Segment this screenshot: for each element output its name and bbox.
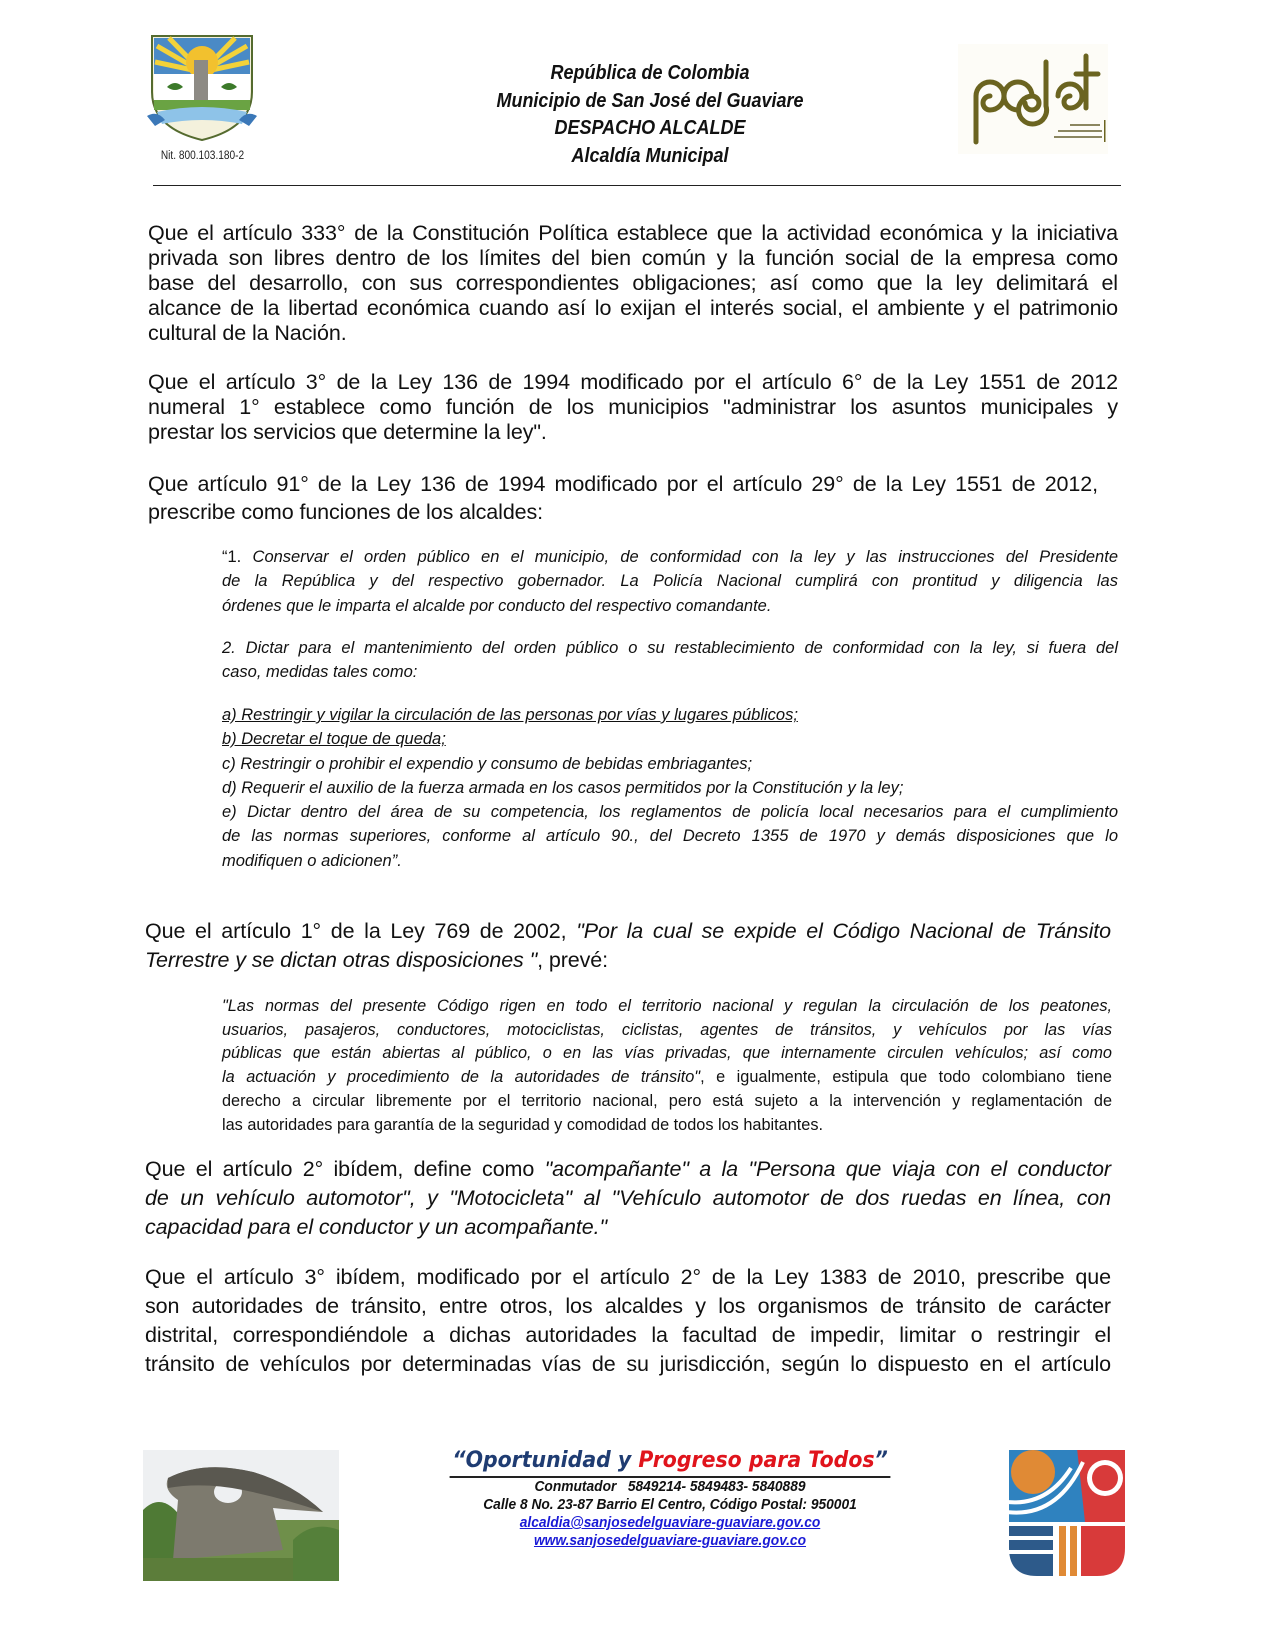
text-line: 2. Dictar para el mantenimiento del orden público o su restablecimiento de conformidad con la ley, si fuera del (222, 639, 1118, 657)
nit-number: Nit. 800.103.180-2 (160, 150, 245, 162)
text-line: Que el artículo 3° ibídem, modificado por el artículo 2° de la Ley 1383 de 2010, prescribe que (145, 1265, 1111, 1289)
slogan-quote-close: ” (874, 1448, 888, 1473)
text-italic: la actuación y procedimiento de la autoridades de tránsito" (222, 1068, 701, 1087)
text-line: derecho a circular libremente por el territorio nacional, pero está sujeto a la intervención y reglamentación de (222, 1091, 1112, 1110)
header-divider (153, 185, 1121, 186)
text-line (222, 545, 1118, 569)
letterhead-title (300, 60, 1000, 170)
footer-rock-formation-photo (143, 1450, 339, 1581)
measure-item-a: a) Restringir y vigilar la circulación de las personas por vías y lugares públicos; (222, 706, 798, 724)
paragraph-article-2-ibidem (145, 1155, 1111, 1242)
text-line (145, 1155, 1111, 1184)
definition-italic: capacidad para el conductor y un acompañante." (145, 1215, 608, 1239)
paragraph-article-3-ibidem (145, 1263, 1111, 1379)
text-line: caso, medidas tales como: (222, 663, 418, 682)
text-line: las autoridades para garantía de la seguridad y comodidad de todos los habitantes. (222, 1115, 823, 1134)
measure-item-d: d) Requerir el auxilio de la fuerza armada en los casos permitidos por la Constitución y la ley; (222, 778, 904, 797)
text-line: usuarios, pasajeros, conductores, motociclistas, ciclistas, agentes de tránsitos, y vehículos por las vías (222, 1020, 1112, 1039)
paragraph-ley-769-art-1 (145, 917, 1111, 975)
measure-item-b: b) Decretar el toque de queda; (222, 730, 446, 749)
text-line: cultural de la Nación. (148, 321, 347, 345)
pdet-logo (958, 44, 1108, 154)
law-title-italic: "Por la cual se expide el Código Nacional de Tránsito (576, 919, 1111, 943)
quote-measures-list (222, 703, 1118, 873)
quote-text: Conservar el orden público en el municipio, de conformidad con la ley y las instrucciones del Presidente (252, 548, 1118, 566)
quote-ley-769 (222, 995, 1112, 1137)
law-title-italic: Terrestre y se dictan otras disposiciones " (145, 948, 538, 972)
text-line: son autoridades de tránsito, entre otros, los alcaldes y los organismos de tránsito de carácter (145, 1294, 1111, 1318)
letterhead-entity: Alcaldía Municipal (571, 144, 729, 167)
footer-municipal-brand-logo (1007, 1448, 1127, 1578)
text-line: privada son libres dentro de los límites del bien común y la función social de la empresa como (148, 246, 1118, 270)
text-line (145, 917, 1111, 946)
text-line: de la República y del respectivo gobernador. La Policía Nacional cumplirá con prontitud y diligencia las (222, 572, 1118, 591)
text-line: distrital, correspondiéndole a dichas autoridades la facultad de impedir, limitar o restringir el (145, 1323, 1111, 1347)
footer-slogan (450, 1447, 891, 1478)
text-line: órdenes que le imparta el alcalde por conducto del respectivo comandante. (222, 596, 772, 615)
municipal-crest-logo (147, 32, 257, 144)
letterhead-municipality: Municipio de San José del Guaviare (496, 89, 804, 112)
text-plain: , e igualmente, estipula que todo colombiano tiene (700, 1068, 1112, 1087)
text-line: alcance de la libertad económica cuando así lo exijan el interés social, el ambiente y el patrimonio (148, 296, 1118, 320)
footer-website-link[interactable]: www.sanjosedelguaviare-guaviare.gov.co (533, 1533, 807, 1549)
text-line: base del desarrollo, con sus correspondientes obligaciones; así como que la ley delimitará el (148, 271, 1118, 295)
slogan-quote-open: “ (452, 1448, 466, 1473)
text-line: tránsito de vehículos por determinadas vías de su jurisdicción, según lo dispuesto en el artículo (145, 1352, 1111, 1376)
text-plain: Que el artículo 1° de la Ley 769 de 2002, (145, 919, 577, 943)
text-line: "Las normas del presente Código rigen en todo el territorio nacional y regulan la circulación de los peatones, (222, 997, 1112, 1015)
paragraph-article-333 (148, 221, 1118, 346)
text-line: públicas que están abiertas al público, o en las vías privadas, que internamente circulen vehículos; así como (222, 1044, 1112, 1063)
footer-email-link[interactable]: alcaldia@sanjosedelguaviare-guaviare.gov.co (519, 1515, 821, 1531)
slogan-red-part: Progreso para Todos (638, 1448, 875, 1473)
measure-item-c: c) Restringir o prohibir el expendio y consumo de bebidas embriagantes; (222, 754, 753, 773)
text-line: prestar los servicios que determine la ley". (148, 420, 547, 444)
text-line: numeral 1° establece como función de los municipios "administrar los asuntos municipales y (148, 395, 1118, 419)
text-line: modifiquen o adicionen”. (222, 851, 402, 870)
text-plain: , prevé: (537, 948, 609, 972)
quote-mayor-function-2 (222, 636, 1118, 685)
measure-item-e: e) Dictar dentro del área de su competencia, los reglamentos de policía local necesarios para el cumplimiento (222, 803, 1118, 822)
footer-contact (410, 1447, 930, 1550)
definition-italic: "acompañante" a la "Persona que viaja con el conductor (544, 1157, 1111, 1181)
footer-phone: Conmutador 5849214- 5849483- 5840889 (534, 1479, 806, 1495)
quote-open: “1. (222, 548, 253, 566)
quote-mayor-function-1 (222, 545, 1118, 618)
text-line: de las normas superiores, conforme al artículo 90., del Decreto 1355 de 1970 y demás disposiciones que lo (222, 827, 1118, 846)
paragraph-ley-136-art-3 (148, 370, 1118, 445)
footer-address: Calle 8 No. 23-87 Barrio El Centro, Código Postal: 950001 (483, 1497, 857, 1513)
letterhead-office: DESPACHO ALCALDE (554, 117, 746, 139)
paragraph-ley-136-art-91 (148, 472, 1118, 525)
text-line (222, 1066, 1112, 1090)
text-line: Que artículo 91° de la Ley 136 de 1994 modificado por el artículo 29° de la Ley 1551 de 2012, (148, 472, 1098, 496)
text-plain: Que el artículo 2° ibídem, define como (145, 1157, 545, 1181)
text-line: Que el artículo 3° de la Ley 136 de 1994 modificado por el artículo 6° de la Ley 1551 de 2012 (148, 370, 1118, 394)
text-line (145, 946, 1111, 975)
definition-italic: de un vehículo automotor", y "Motocicleta" al "Vehículo automotor de dos ruedas en línea, con (145, 1186, 1111, 1210)
slogan-blue-part: Oportunidad y (465, 1448, 639, 1473)
letterhead-country: República de Colombia (550, 62, 750, 84)
text-line: Que el artículo 333° de la Constitución Política establece que la actividad económica y la iniciativa (148, 221, 1118, 245)
text-line: prescribe como funciones de los alcaldes: (148, 500, 544, 524)
